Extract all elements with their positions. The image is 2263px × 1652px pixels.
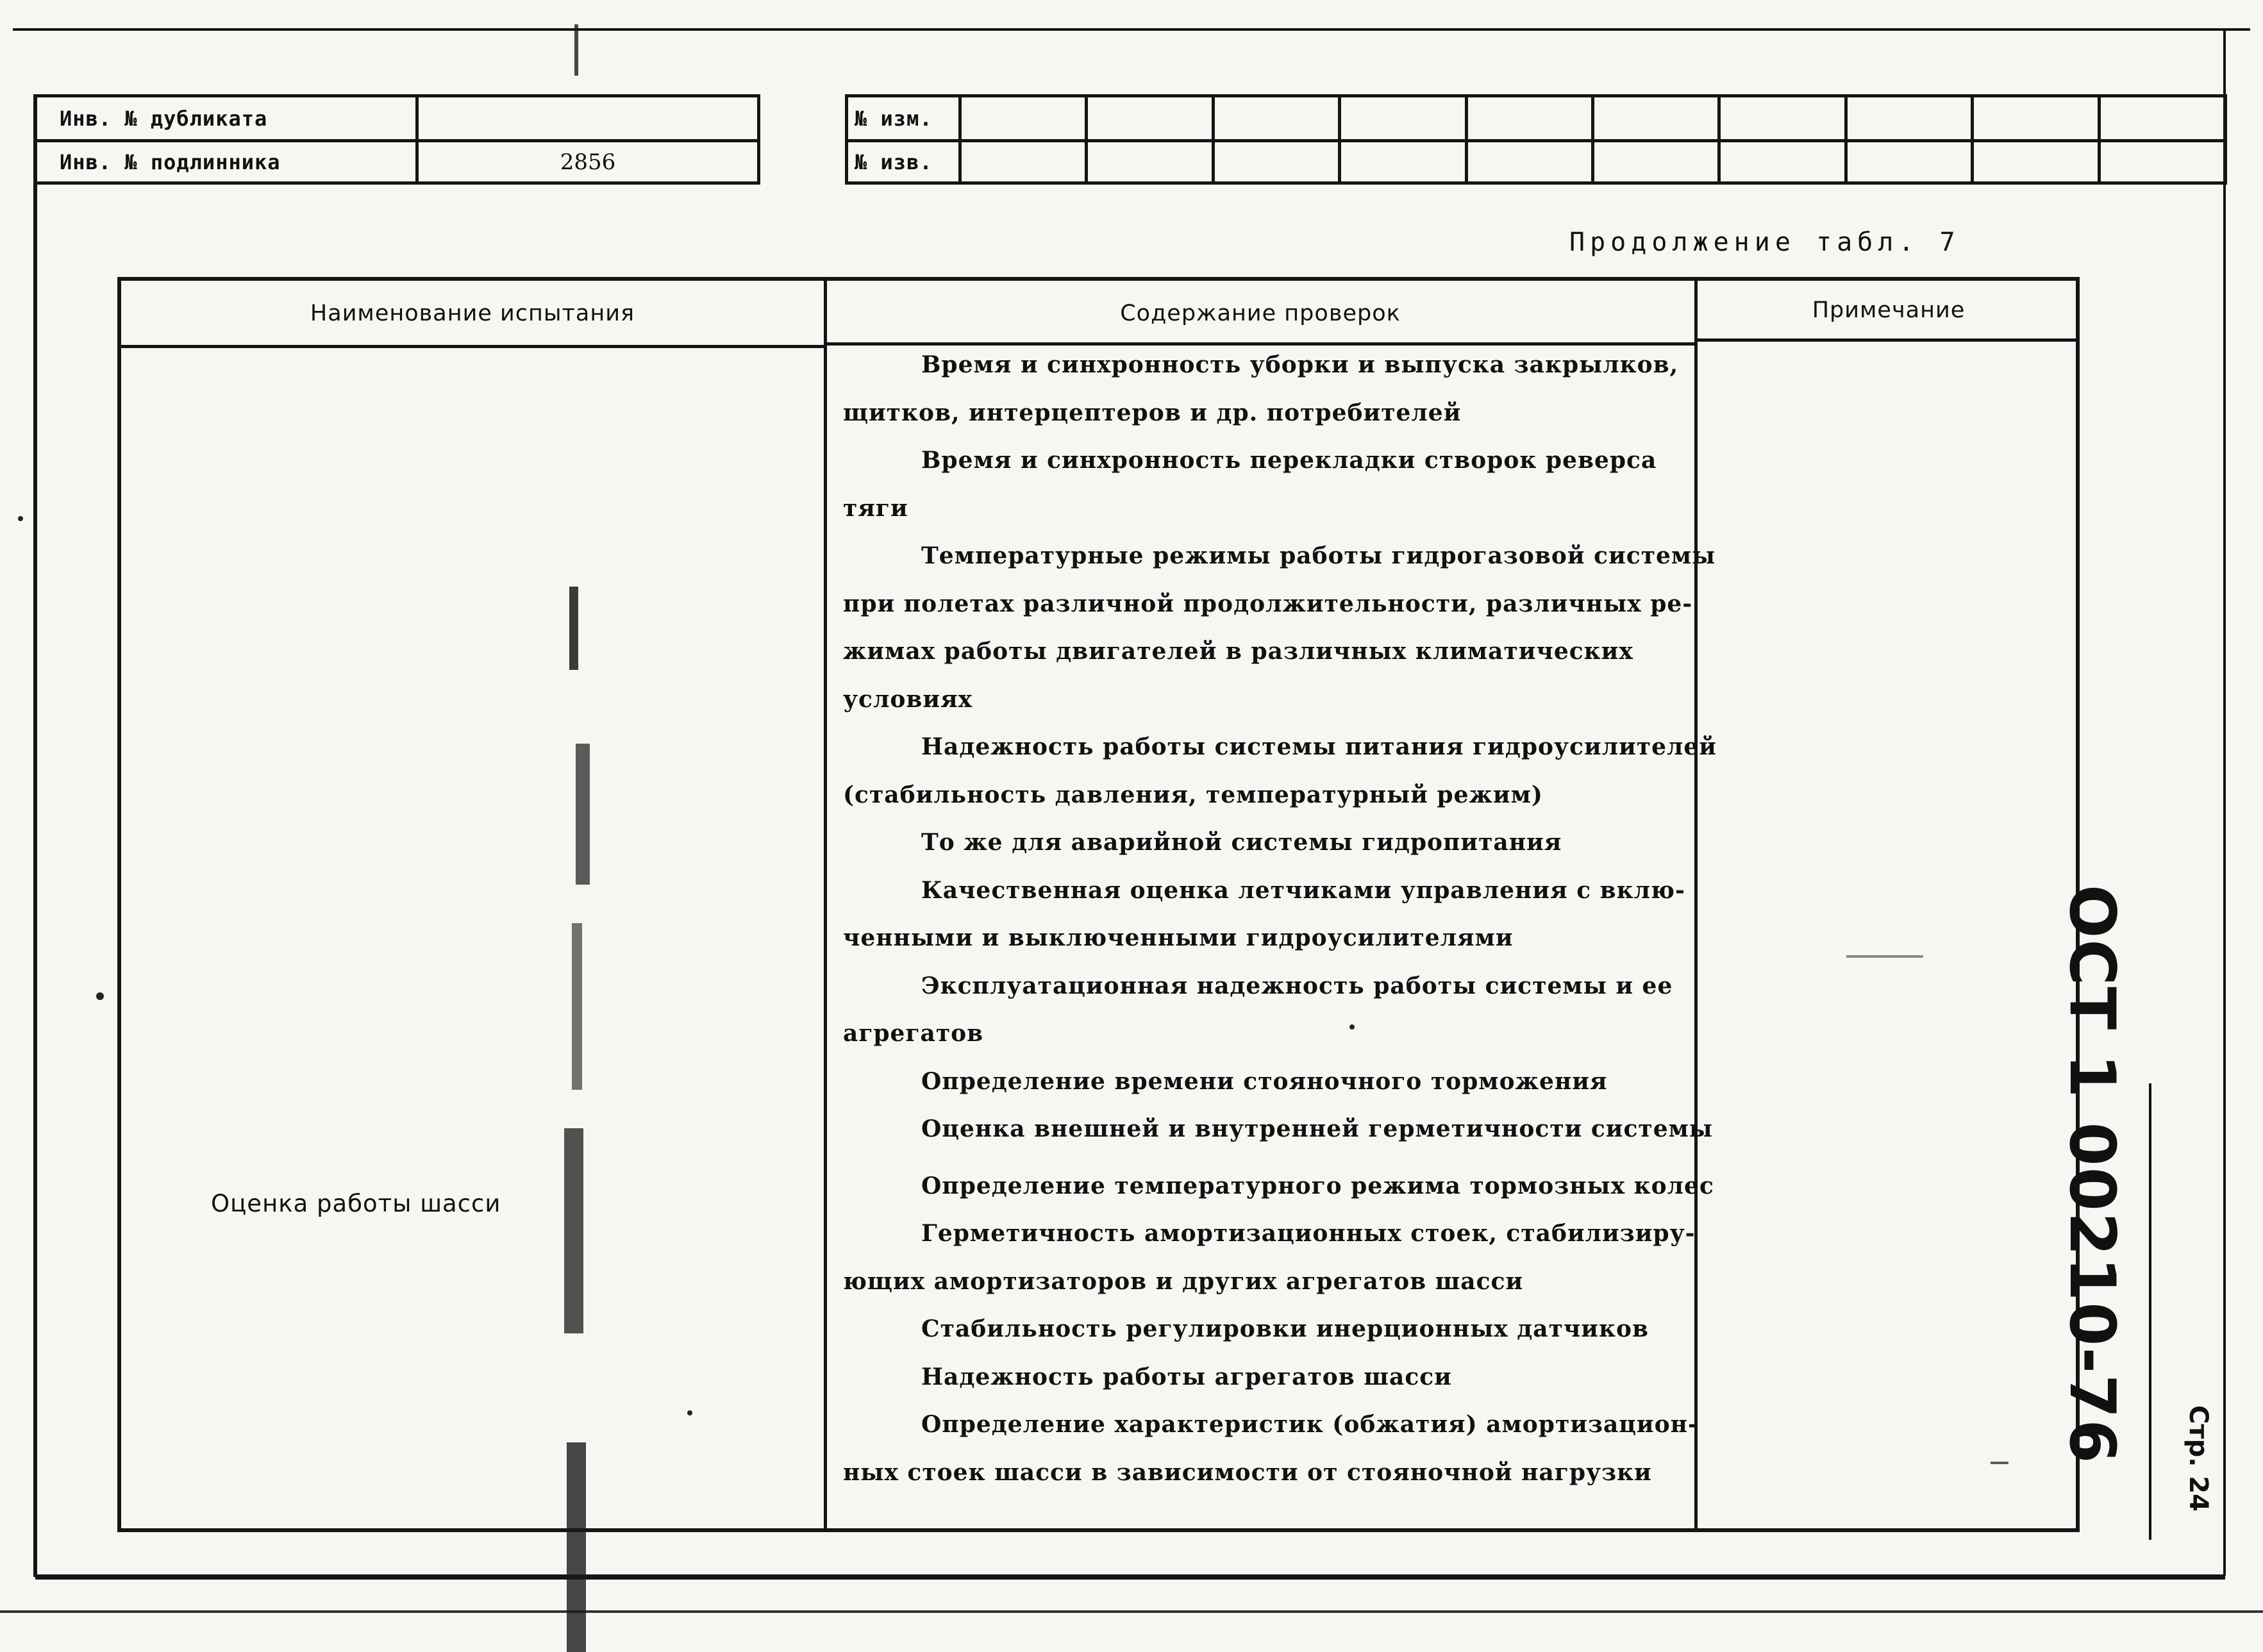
check-line: тяги — [843, 494, 908, 522]
change2-cell-5 — [1466, 141, 1592, 183]
orig-label-cell — [35, 141, 417, 183]
change2-cell-1 — [960, 141, 1087, 183]
change1-cell-10 — [2099, 96, 2225, 141]
col-divider-1 — [824, 281, 827, 1532]
continuation-caption: Продолжение табл. 7 — [1569, 228, 1960, 257]
scan-artifact-binding — [569, 587, 578, 670]
check-line: Время и синхронность перекладки створок реверса — [921, 447, 1657, 474]
header-test-name: Наименование испытания — [310, 301, 635, 326]
scan-artifact-binding — [574, 24, 578, 76]
change1-cell-2 — [1087, 96, 1213, 141]
change2-label: № изв. — [855, 149, 933, 174]
check-line: жимах работы двигателей в различных климатических — [843, 638, 1633, 665]
check-line: ющих амортизаторов и других агрегатов шасси — [843, 1267, 1524, 1295]
change1-label: № изм. — [855, 106, 933, 131]
stamp-table-left — [33, 94, 760, 185]
check-line: Температурные режимы работы гидрогазовой системы — [921, 542, 1716, 569]
check-line: Определение температурного режима тормозных колес — [921, 1172, 1714, 1199]
header-note: Примечание — [1812, 297, 1966, 323]
change2-cell-4 — [1340, 141, 1466, 183]
check-line: условиях — [843, 685, 973, 713]
change1-label-cell — [847, 96, 960, 141]
scan-speck — [687, 1410, 692, 1415]
check-line: Герметичность амортизационных стоек, стабилизиру- — [921, 1220, 1696, 1247]
check-line: Надежность работы системы питания гидроусилителей — [921, 733, 1717, 760]
frame-left-line — [33, 96, 37, 1577]
page-number: Стр. 24 — [2184, 1405, 2213, 1512]
change1-cell-6 — [1592, 96, 1719, 141]
orig-label: Инв. № подлинника — [60, 149, 281, 174]
change1-cell-4 — [1340, 96, 1466, 141]
scan-artifact-binding — [567, 1442, 586, 1652]
check-line: при полетах различной продолжительности, различных ре- — [843, 590, 1693, 617]
stamp-table-right — [845, 94, 2227, 185]
scan-speck — [96, 992, 104, 1000]
document-code-rule — [2149, 1083, 2151, 1540]
change2-cell-9 — [1973, 141, 2099, 183]
col-divider-2 — [1694, 281, 1698, 1532]
main-table — [117, 277, 2080, 1532]
check-line: агрегатов — [843, 1020, 984, 1047]
check-line: Надежность работы агрегатов шасси — [921, 1363, 1452, 1390]
change1-cell-8 — [1846, 96, 1972, 141]
scan-speck — [18, 516, 23, 521]
orig-value-cell — [417, 141, 759, 183]
check-line: щитков, интерцептеров и др. потребителей — [843, 399, 1462, 426]
change2-cell-10 — [2099, 141, 2225, 183]
check-line: Эксплуатационная надежность работы системы и ее — [921, 972, 1673, 999]
check-line: Определение времени стояночного торможения — [921, 1067, 1608, 1095]
orig-value: 2856 — [560, 149, 616, 175]
change1-cell-1 — [960, 96, 1087, 141]
check-line: ченными и выключенными гидроусилителями — [843, 924, 1514, 951]
change1-cell-5 — [1466, 96, 1592, 141]
scan-artifact-binding — [576, 744, 590, 885]
check-line: (стабильность давления, температурный режим) — [843, 781, 1543, 808]
change2-label-cell — [847, 141, 960, 183]
scan-speck — [1349, 1024, 1355, 1030]
change1-cell-3 — [1213, 96, 1339, 141]
scan-artifact-dash — [1846, 955, 1923, 958]
frame-bottom-line-2 — [0, 1610, 2263, 1613]
change1-cell-7 — [1719, 96, 1846, 141]
change2-cell-2 — [1087, 141, 1213, 183]
change2-cell-8 — [1846, 141, 1972, 183]
check-line: Время и синхронность уборки и выпуска закрылков, — [921, 351, 1679, 378]
test-name: Оценка работы шасси — [211, 1190, 501, 1217]
change1-cell-9 — [1973, 96, 2099, 141]
change2-cell-3 — [1213, 141, 1339, 183]
content-column — [843, 351, 1717, 1524]
check-line: ных стоек шасси в зависимости от стояночной нагрузки — [843, 1458, 1652, 1486]
check-line: Качественная оценка летчиками управления с вклю- — [921, 876, 1685, 904]
dup-label: Инв. № дубликата — [60, 106, 268, 131]
frame-top-line — [13, 28, 2250, 31]
dup-value-cell — [417, 96, 759, 141]
frame-right-line — [2223, 28, 2226, 1576]
scan-artifact-binding — [564, 1128, 583, 1333]
frame-bottom-line — [35, 1574, 2225, 1580]
scan-artifact-dash — [1991, 1462, 2008, 1464]
check-line: То же для аварийной системы гидропитания — [921, 829, 1562, 856]
scan-artifact-binding — [572, 923, 582, 1090]
check-line: Определение характеристик (обжатия) амортизацион- — [921, 1411, 1698, 1438]
header-content: Содержание проверок — [1120, 301, 1401, 326]
check-line: Оценка внешней и внутренней герметичности системы — [921, 1115, 1713, 1142]
document-code: ОСТ 1 00210-76 — [2055, 885, 2128, 1465]
check-line: Стабильность регулировки инерционных датчиков — [921, 1315, 1649, 1342]
change2-cell-7 — [1719, 141, 1846, 183]
change2-cell-6 — [1592, 141, 1719, 183]
dup-label-cell — [35, 96, 417, 141]
